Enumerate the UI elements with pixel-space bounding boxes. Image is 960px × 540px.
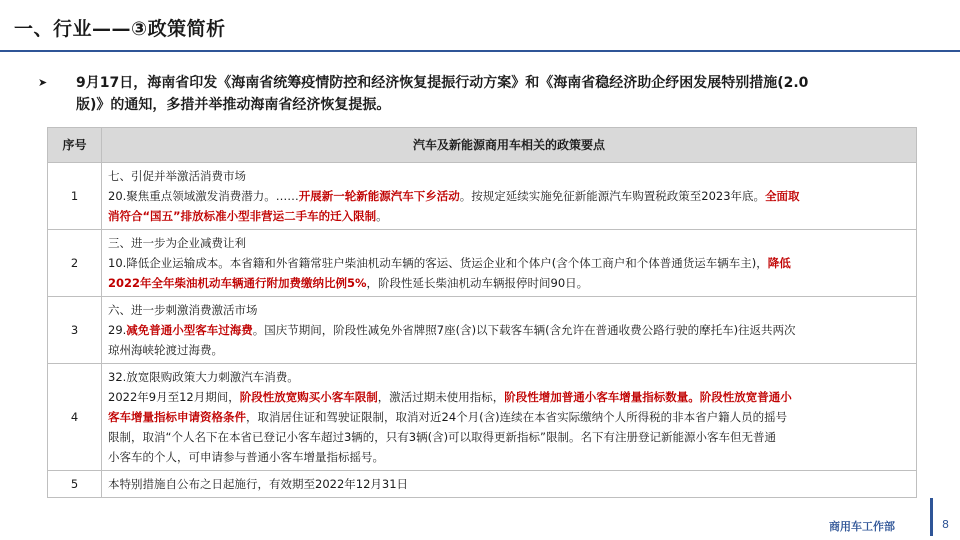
body-text: ，取消居住证和驾驶证限制，取消对近24个月(含)连续在本省实际缴纳个人所得税的非本省户籍人员的摇号 xyxy=(246,410,788,424)
body-text: 三、进一步为企业减费让利 xyxy=(108,236,246,250)
table-row xyxy=(48,471,917,498)
row-content xyxy=(102,297,917,364)
page-title: 一、行业——③政策简析 xyxy=(14,18,226,40)
arrow-bullet-icon: ➤ xyxy=(38,76,48,89)
body-text: 七、引促并举激活消费市场 xyxy=(108,169,246,183)
row-number: 3 xyxy=(48,297,102,364)
content-line xyxy=(108,387,910,407)
body-text: 琼州海峡轮渡过海费。 xyxy=(108,343,223,357)
body-text: 限制，取消“个人名下在本省已登记小客车超过3辆的，只有3辆(含)可以取得更新指标”限制。名下有注册登记新能源小客车但无普通 xyxy=(108,430,777,444)
content-line xyxy=(108,273,910,293)
policy-table xyxy=(47,127,917,498)
content-line xyxy=(108,186,910,206)
intro-bullet xyxy=(38,72,918,116)
content-line xyxy=(108,407,910,427)
content-line xyxy=(108,367,910,387)
content-line xyxy=(108,253,910,273)
row-content xyxy=(102,163,917,230)
row-number: 5 xyxy=(48,471,102,498)
content-line xyxy=(108,427,910,447)
content-line xyxy=(108,320,910,340)
footer-accent-bar xyxy=(930,498,933,536)
table-header-row xyxy=(48,128,917,163)
table-row xyxy=(48,297,917,364)
content-line xyxy=(108,447,910,467)
highlight-text: 客车增量指标申请资格条件 xyxy=(108,410,246,424)
row-number: 4 xyxy=(48,364,102,471)
header-no: 序号 xyxy=(48,128,102,163)
body-text: 六、进一步刺激消费激活市场 xyxy=(108,303,258,317)
page-number: 8 xyxy=(942,518,949,531)
highlight-text: 阶段性放宽购买小客车限制 xyxy=(239,390,378,404)
row-content xyxy=(102,364,917,471)
table-row xyxy=(48,230,917,297)
content-line xyxy=(108,233,910,253)
body-text: 2022年9月至12月期间， xyxy=(108,390,240,404)
body-text: 。国庆节期间，阶段性减免外省牌照7座(含)以下载客车辆(含允许在普通收费公路行驶的摩托车)往返共两次 xyxy=(252,323,796,337)
title-divider xyxy=(0,50,960,52)
body-text: 。按规定延续实施免征新能源汽车购置税政策至2023年底。 xyxy=(459,189,766,203)
highlight-text: 消符合“国五”排放标准小型非营运二手车的迁入限制 xyxy=(108,209,377,223)
row-content xyxy=(102,471,917,498)
body-text: 29. xyxy=(108,323,127,337)
row-content xyxy=(102,230,917,297)
content-line xyxy=(108,300,910,320)
row-number: 2 xyxy=(48,230,102,297)
intro-line-2: 版)》的通知，多措并举推动海南省经济恢复提振。 xyxy=(76,97,391,113)
table-row xyxy=(48,163,917,230)
body-text: 32.放宽限购政策大力刺激汽车消费。 xyxy=(108,370,299,384)
body-text: ，激活过期未使用指标， xyxy=(377,390,505,404)
body-text: 20.聚焦重点领域激发消费潜力。…… xyxy=(108,189,299,203)
row-number: 1 xyxy=(48,163,102,230)
highlight-text: 2022年全年柴油机动车辆通行附加费缴纳比例5% xyxy=(108,276,367,290)
body-text: 小客车的个人，可申请参与普通小客车增量指标摇号。 xyxy=(108,450,384,464)
intro-line-1: 9月17日，海南省印发《海南省统筹疫情防控和经济恢复提振行动方案》和《海南省稳经济助企纾困发展特别措施(2.0 xyxy=(76,75,809,91)
content-line xyxy=(108,340,910,360)
body-text: 。 xyxy=(376,209,388,223)
highlight-text: 阶段性增加普通小客车增量指标数量。阶段性放宽普通小 xyxy=(504,390,792,404)
highlight-text: 降低 xyxy=(767,256,791,270)
body-text: 10.降低企业运输成本。本省籍和外省籍常驻户柴油机动车辆的客运、货运企业和个体户(含个体工商户和个体普通货运车辆车主)， xyxy=(108,256,768,270)
content-line xyxy=(108,474,910,494)
content-line xyxy=(108,166,910,186)
footer-department: 商用车工作部 xyxy=(829,520,895,533)
highlight-text: 减免普通小型客车过海费 xyxy=(126,323,253,337)
header-content: 汽车及新能源商用车相关的政策要点 xyxy=(102,128,917,163)
body-text: 本特别措施自公布之日起施行，有效期至2022年12月31日 xyxy=(108,477,409,491)
highlight-text: 全面取 xyxy=(765,189,800,203)
content-line xyxy=(108,206,910,226)
body-text: ，阶段性延长柴油机动车辆报停时间90日。 xyxy=(366,276,589,290)
table-row xyxy=(48,364,917,471)
highlight-text: 开展新一轮新能源汽车下乡活动 xyxy=(298,189,460,203)
